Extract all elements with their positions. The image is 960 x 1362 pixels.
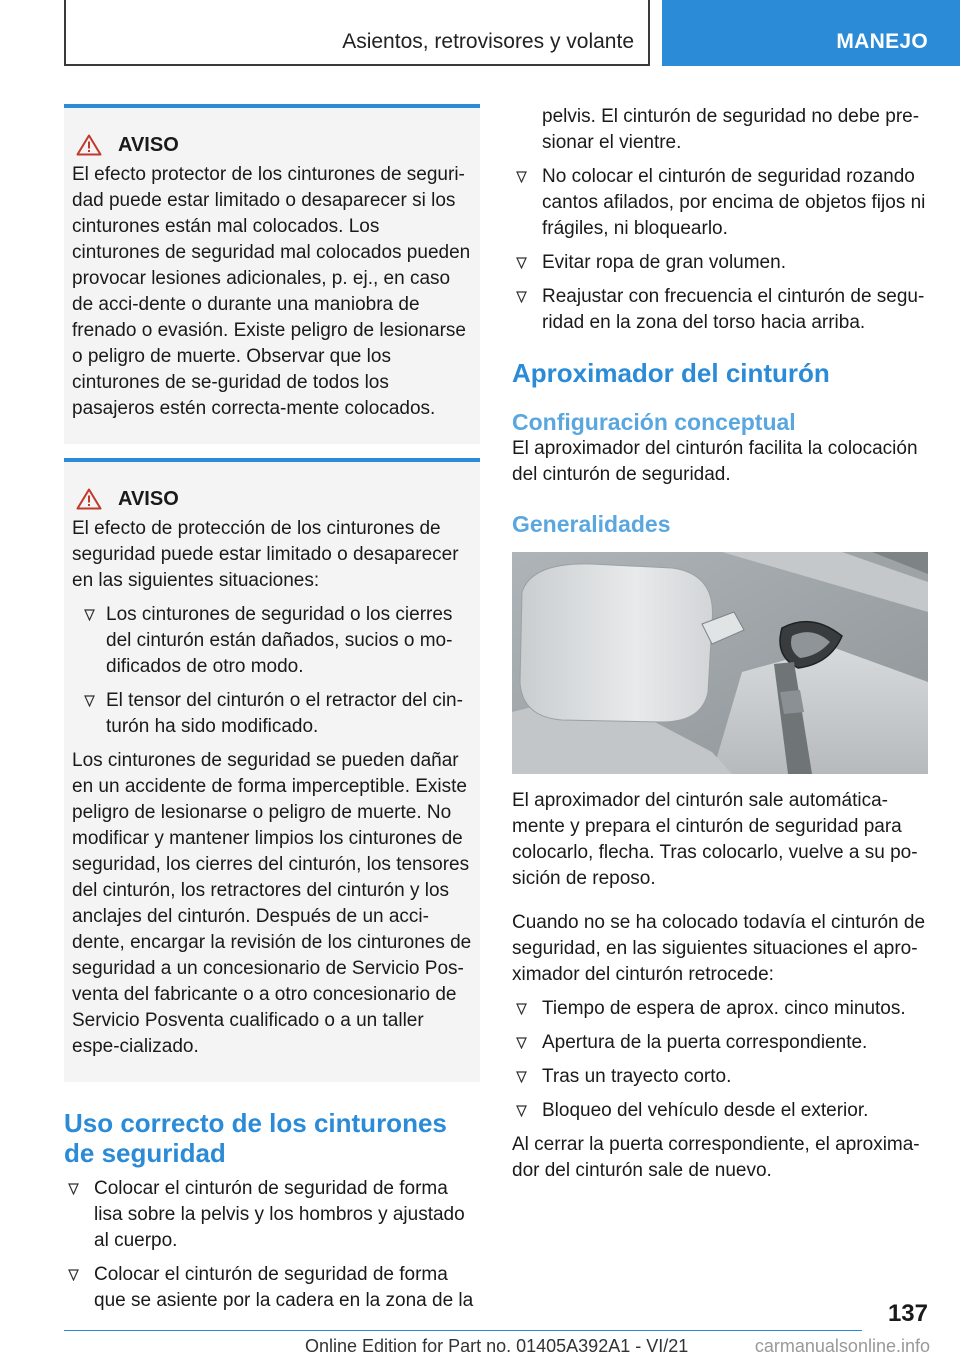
warning-body: Los cinturones de seguridad se pueden dañar en un accidente de forma imperceptible. Existe peligro de lesionarse o peligro de muerte. No modificar y mantener limpios los cinturones de seguridad, los cierres del cinturón, los tensores del cinturón, los retractores del cinturón y los anclajes del cinturón. Después de un acci-dente, encargar la revisión de los cinturones de seguridad a un concesionario de Servicio Pos-venta del fabricante o a otro concesionario de Servicio Posventa cualificado o a un taller espe-cializado. [72,750,472,1057]
belt-feeder-figure [512,552,928,774]
general-text-3: Al cerrar la puerta correspondiente, el aproxima-dor del cinturón sale de nuevo. [512,1134,920,1181]
heading-belt-feeder: Aproximador del cinturón [512,358,830,388]
header-section-box [64,0,650,66]
list-item [512,996,928,1022]
list-item-text: Colocar el cinturón de seguridad de forma lisa sobre la pelvis y los hombros y ajustado al cuerpo. [94,1178,465,1251]
bullet-triangle-icon [84,695,95,707]
concept-text: El aproximador del cinturón facilita la colocación del cinturón de seguridad. [512,438,918,485]
list-item [512,1030,928,1056]
bullet-triangle-icon [68,1183,79,1195]
list-item-text: Apertura de la puerta correspondiente. [542,1032,868,1053]
bullet-triangle-icon [516,1003,527,1015]
footer-watermark: carmanualsonline.info [754,1336,930,1356]
warning-box-1 [64,104,480,444]
page-number: 137 [887,1300,928,1327]
footer-divider [64,1330,862,1331]
list-item-text: No colocar el cinturón de seguridad rozando cantos afilados, por encima de objetos fijos ni frágiles, ni bloquearlo. [542,166,926,239]
footer-edition-text: Online Edition for Part no. 01405A392A1 - VI/21 [305,1336,689,1356]
list-item-text: Colocar el cinturón de seguridad de forma que se asiente por la cadera en la zona de la [94,1264,474,1311]
list-item-text: Reajustar con frecuencia el cinturón de segu-ridad en la zona del torso hacia arriba. [542,286,925,333]
general-text-2: Cuando no se ha colocado todavía el cinturón de seguridad, en las siguientes situaciones el apro-ximador del cinturón retrocede: [512,912,926,985]
bullet-triangle-icon [516,257,527,269]
warning-header [72,130,472,160]
list-item [72,688,472,740]
warning-triangle-icon [76,134,102,156]
correct-use-list [64,1176,480,1314]
list-item-text: Tiempo de espera de aprox. cinco minutos. [542,998,906,1019]
heading-correct-use: Uso correcto de los cinturones de seguridad [64,1108,447,1168]
heading-concept: Configuración conceptual [512,409,796,435]
list-item-text: El tensor del cinturón o el retractor del cin-turón ha sido modificado. [106,690,463,737]
header-chapter-label: MANEJO [836,30,928,53]
bullet-triangle-icon [516,1105,527,1117]
list-item-text: Bloqueo del vehículo desde el exterior. [542,1100,869,1121]
list-item-text: Los cinturones de seguridad o los cierres del cinturón están dañados, sucios o mo-dificados de otro modo. [106,604,453,677]
list-item [512,1064,928,1090]
list-item [72,602,472,680]
header-section-title: Asientos, retrovisores y volante [342,30,634,53]
warning-title: AVISO [118,487,179,510]
warning-intro: El efecto de protección de los cinturones de seguridad puede estar limitado o desaparecer en las siguientes situaciones: [72,518,459,591]
warning-triangle-icon [76,488,102,510]
warning-list [72,602,472,740]
bullet-triangle-icon [84,609,95,621]
list-item-text: Tras un trayecto corto. [542,1066,732,1087]
general-text-1: El aproximador del cinturón sale automática-mente y prepara el cinturón de seguridad para colocarlo, flecha. Tras colocarlo, vuelve a su po-sición de reposo. [512,790,918,889]
continued-text: pelvis. El cinturón de seguridad no debe pre-sionar el vientre. [542,106,920,153]
warning-text: El efecto protector de los cinturones de seguri-dad puede estar limitado o desaparecer si los cinturones están mal colocados. Los cinturones de seguridad mal colocados pueden provocar lesiones adicionales, p. ej., en caso de acci-dente o durante una maniobra de frenado o evasión. Existe peligro de lesionarse o peligro de muerte. Observar que los cinturones de se-guridad de todos los pasajeros estén correcta-mente colocados. [72,164,471,419]
list-item [64,1262,480,1314]
bullet-triangle-icon [516,171,527,183]
bullet-triangle-icon [516,291,527,303]
retract-conditions-list [512,996,928,1124]
bullet-triangle-icon [516,1071,527,1083]
right-column [512,104,928,1184]
list-item [512,1098,928,1124]
correct-use-list-continued [512,164,928,336]
header-chapter-tab [662,0,960,66]
list-item [64,1176,480,1254]
list-item [512,164,928,242]
left-column [64,104,480,1314]
bullet-triangle-icon [68,1269,79,1281]
warning-title: AVISO [118,133,179,156]
warning-header [72,484,472,514]
list-item [512,250,928,276]
heading-general: Generalidades [512,511,671,537]
bullet-triangle-icon [516,1037,527,1049]
list-item-text: Evitar ropa de gran volumen. [542,252,786,273]
list-item [512,284,928,336]
warning-box-2 [64,458,480,1082]
